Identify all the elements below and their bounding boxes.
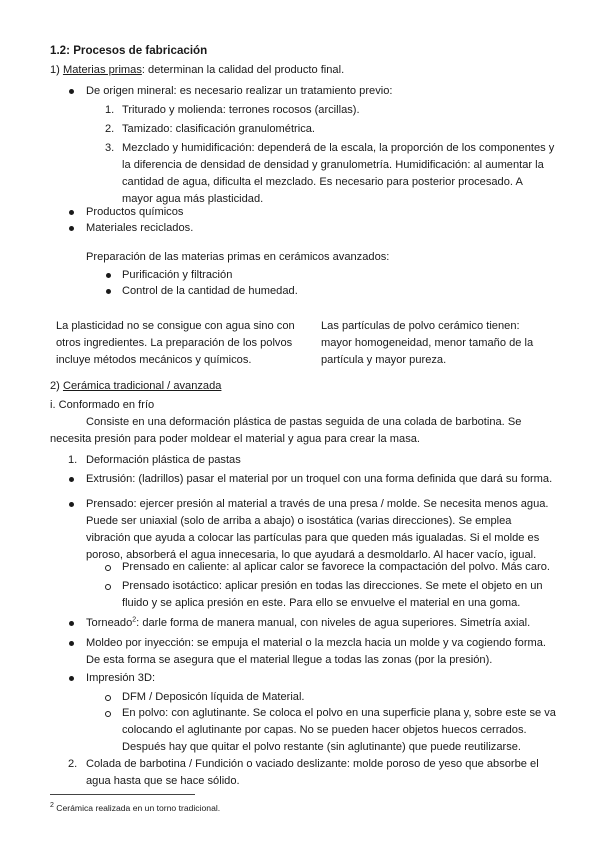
step-number: 3. xyxy=(105,142,115,154)
moldeo-text: Moldeo por inyección: se empuja el material o la mezcla hacia un molde y va cogiendo forma. De esta forma se asegura que el material llegue a todas las zonas (por la presión). xyxy=(86,637,547,666)
extrusion-text: Extrusión: (ladrillos) pasar el material por un troquel con una forma definida que dará su forma. xyxy=(86,473,553,485)
bullet-icon xyxy=(69,676,74,681)
prensado-isostatico: Prensado isotáctico: aplicar presión en todas las direcciones. Se mete el objeto en un fluido y se aplica presión en este. Para ello se envuelve el material en una goma. xyxy=(122,580,543,609)
bullet-icon xyxy=(106,289,111,294)
impresion-dfm: DFM / Deposicón líquida de Material. xyxy=(122,691,305,703)
conformado-paragraph: Consiste en una deformación plástica de pastas seguida de una colada de barbotina. Se necesita presión para poder moldear el material y agua para crear la masa. xyxy=(50,416,522,445)
step-text: Triturado y molienda: terrones rocosos (arcillas). xyxy=(122,104,360,116)
advanced-item: Control de la cantidad de humedad. xyxy=(122,285,298,297)
bullet-reciclados: Materiales reciclados. xyxy=(86,222,194,234)
bullet-icon xyxy=(69,477,74,482)
hollow-bullet-icon xyxy=(105,711,111,717)
step-text: Mezclado y humidificación: dependerá de la escala, la proporción de los componentes y la diferencia de densidad de densidad y granulometría. Humidificación: al aumentar la cantidad de agua, dificulta el mezclado. Es necesario para posterior procesado. A mayor agua más plasticidad. xyxy=(122,142,555,205)
step-text: Tamizado: clasificación granulométrica. xyxy=(122,123,315,135)
bullet-icon xyxy=(69,621,74,626)
ceramica-line: 2) Cerámica tradicional / avanzada xyxy=(50,380,222,392)
bullet-icon xyxy=(69,210,74,215)
hollow-bullet-icon xyxy=(105,584,111,590)
section-title: 1.2: Procesos de fabricación xyxy=(50,44,208,57)
prensado-text: Prensado: ejercer presión al material a través de una presa / molde. Se necesita menos agua. Puede ser uniaxial (solo de arriba a abajo) o isostática (varias direcciones). Se emplea vibración que ayuda a colocar las partículas para que queden más igualadas. Si el molde es poroso, absorberá el agua innecesaria, lo que ayudará a desmoldarlo. Al hacer vacío, igual. xyxy=(86,498,549,561)
torneado-text: Torneado$^2$: darle forma de manera manual, con niveles de agua superiores. Simetría axial. xyxy=(86,616,531,629)
colada-text: Colada de barbotina / Fundición o vaciado deslizante: molde poroso de yeso que absorbe el agua hasta que se hace sólido. xyxy=(86,758,539,787)
materias-primas-line xyxy=(50,62,344,79)
item-number: 2. xyxy=(68,758,78,770)
item-number: 1. xyxy=(68,454,78,466)
bullet-icon xyxy=(69,641,74,646)
bullet-icon xyxy=(106,273,111,278)
step-number: 1. xyxy=(105,104,115,116)
materias-prefix: 1) xyxy=(50,64,63,76)
impresion-polvo: En polvo: con aglutinante. Se coloca el polvo en una superficie plana y, sobre este se va colocando el aglutinante por capas. No se pueden hacer objetos huecos cerrados. Después hay que quitar el polvo restante (sin aglutinante) que puede reutilizarse. xyxy=(122,707,556,753)
advanced-item: Purificación y filtración xyxy=(122,269,233,281)
conformado-title: i. Conformado en frío xyxy=(50,399,155,411)
ceramica-label: Cerámica tradicional / avanzada xyxy=(62,380,222,392)
impresion-title: Impresión 3D: xyxy=(86,672,156,684)
bullet-productos: Productos químicos xyxy=(86,206,184,218)
advanced-intro: Preparación de las materias primas en cerámicos avanzados: xyxy=(86,251,390,263)
bullet-icon xyxy=(69,226,74,231)
item-text: Deformación plástica de pastas xyxy=(86,454,241,466)
mineral-text: De origen mineral: es necesario realizar un tratamiento previo: xyxy=(86,85,393,97)
footnote: $^2$ Cerámica realizada en un torno tradicional. xyxy=(50,802,221,813)
footnote-ref: 2 xyxy=(132,616,137,624)
hollow-bullet-icon xyxy=(105,695,111,701)
note-right: Las partículas de polvo cerámico tienen: mayor homogeneidad, menor tamaño de la partícula y mayor pureza. xyxy=(321,320,534,366)
hollow-bullet-icon xyxy=(105,565,111,571)
bullet-icon xyxy=(69,89,74,94)
materias-desc: : determinan la calidad del producto final. xyxy=(141,64,345,76)
note-left: La plasticidad no se consigue con agua sino con otros ingredientes. La preparación de los polvos incluye métodos mecánicos y químicos. xyxy=(56,320,295,366)
materias-label: Materias primas xyxy=(62,64,142,76)
prensado-caliente: Prensado en caliente: al aplicar calor se favorece la compactación del polvo. Más caro. xyxy=(122,561,550,573)
step-number: 2. xyxy=(105,123,115,135)
bullet-icon xyxy=(69,502,74,507)
footnote-divider xyxy=(50,794,195,795)
